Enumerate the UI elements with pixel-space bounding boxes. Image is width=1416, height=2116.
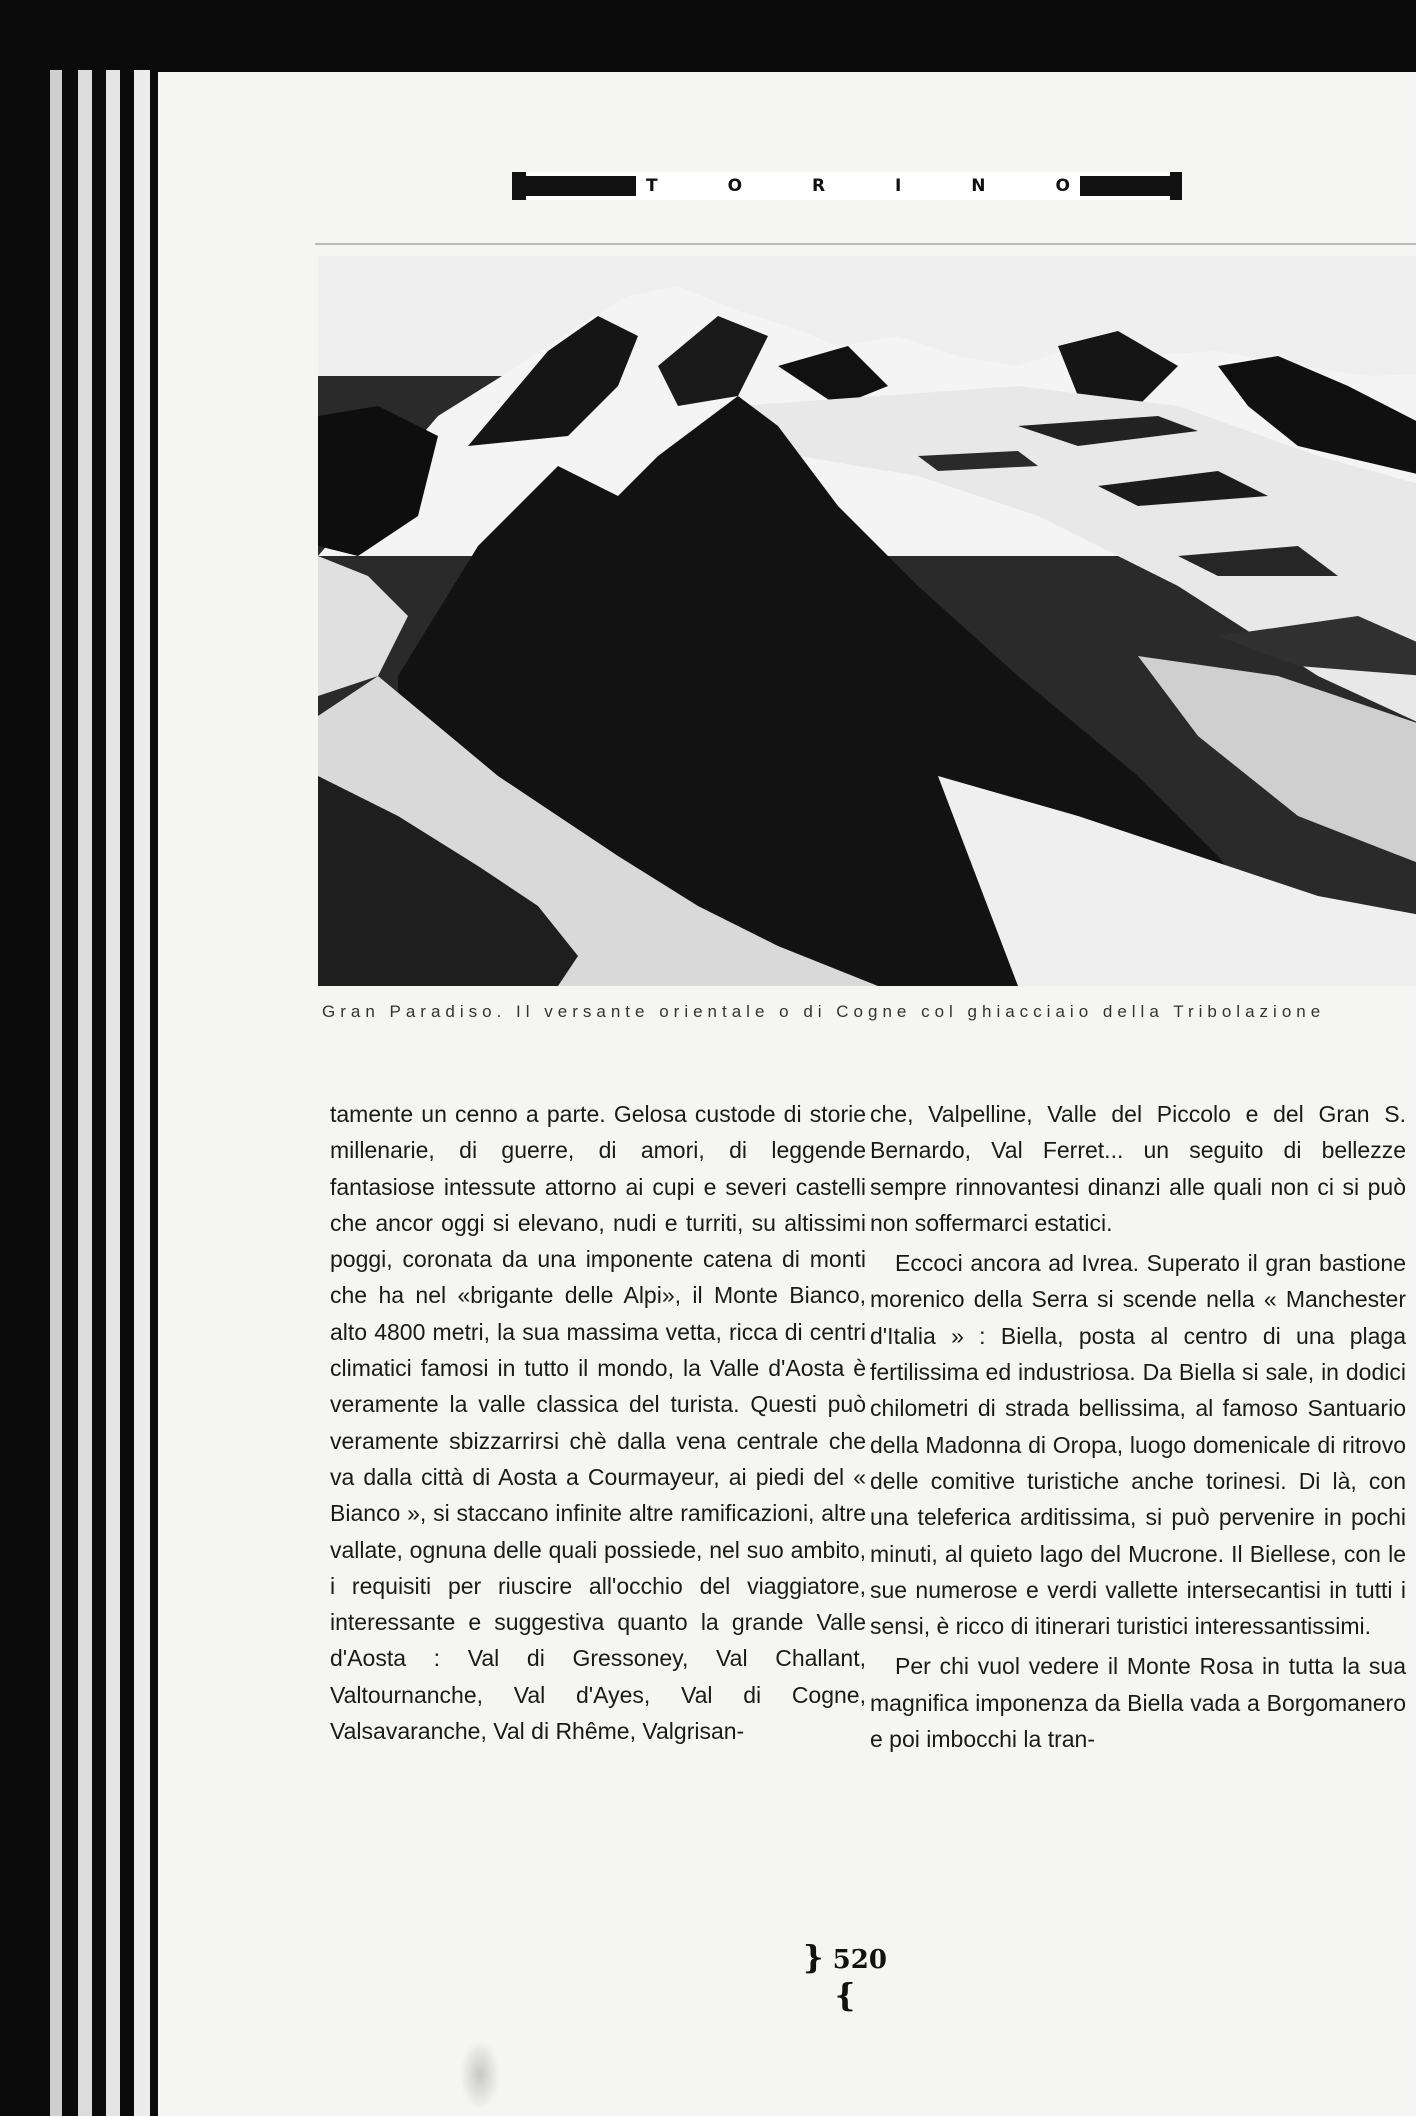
page-edge xyxy=(78,70,92,2116)
header-title xyxy=(646,172,1070,200)
photo-caption: Gran Paradiso. Il versante orientale o di Cogne col ghiacciaio della Tribolazione xyxy=(322,1002,1326,1021)
header-letter: O xyxy=(1055,176,1070,196)
paragraph: Per chi vuol vedere il Monte Rosa in tutta la sua magnifica imponenza da Biella vada a Borgomanero e poi imbocchi la tran- xyxy=(870,1653,1406,1753)
page-edge xyxy=(106,70,120,2116)
page-edge xyxy=(134,70,150,2116)
text-column-left xyxy=(330,1096,866,1749)
mountain-photo xyxy=(318,256,1416,986)
header-letter: N xyxy=(971,176,986,196)
folio-bracket-icon: } xyxy=(803,1938,824,1976)
header-bar-right xyxy=(1080,176,1170,196)
mountain-photo-icon xyxy=(318,256,1416,986)
page-number-value: 520 xyxy=(832,1945,887,1975)
scan-smudge xyxy=(460,2040,500,2110)
paragraph: tamente un cenno a parte. Gelosa custode di storie millenarie, di guerre, di amori, di leggende fantasiose intessute attorno ai cupi e severi castelli che ancor oggi si elevano, nudi e turriti, su altissimi poggi, coronata da una imponente catena di monti che ha nel «brigante delle Alpi», il Monte Bianco, alto 4800 metri, la sua massima vetta, ricca di centri climatici famosi in tutto il mondo, la Valle d'Aosta è veramente la valle classica del turista. Questi può veramente sbizzarrirsi chè dalla vena centrale che va dalla città di Aosta a Courmayeur, ai piedi del « Bianco », si staccano infinite altre ramificazioni, altre vallate, ognuna delle quali possiede, nel suo ambito, i requisiti per riuscire all'occhio del viaggiatore, interessante e suggestiva quanto la grande Valle d'Aosta : Val di Gressoney, Val Challant, Valtournanche, Val d'Ayes, Val di Cogne, Valsavaranche, Val di Rhême, Valgrisan- xyxy=(330,1101,866,1745)
header-letter: I xyxy=(895,176,902,196)
paragraph: che, Valpelline, Valle del Piccolo e del Gran S. Bernardo, Val Ferret... un seguito di bellezze sempre rinnovantesi dinanzi alle quali non ci si può non soffermarci estatici. xyxy=(870,1101,1406,1236)
running-header xyxy=(512,172,1182,200)
header-letter: O xyxy=(727,176,743,196)
folio-bracket-icon: { xyxy=(834,1976,856,2014)
paragraph: Eccoci ancora ad Ivrea. Superato il gran bastione morenico della Serra si scende nella « Manchester d'Italia » : Biella, posta al centro di una plaga fertilissima ed industriosa. Da Biella si sale, in dodici chilometri di strada bellissima, al famoso Santuario della Madonna di Oropa, luogo domenicale di ritrovo delle comitive turistiche anche torinesi. Di là, con una teleferica arditissima, si può pervenire in pochi minuti, al quieto lago del Mucrone. Il Biellese, con le sue numerose e verdi vallette intersecantisi in tutti i sensi, è ricco di itinerari turistici interessantissimi. xyxy=(870,1250,1406,1640)
page-edge xyxy=(50,70,62,2116)
header-bar-left xyxy=(526,176,636,196)
header-rule xyxy=(315,243,1416,245)
header-letter: R xyxy=(811,176,826,196)
page-number xyxy=(790,1938,900,2014)
header-letter: T xyxy=(646,176,658,196)
text-column-right xyxy=(870,1096,1406,1757)
